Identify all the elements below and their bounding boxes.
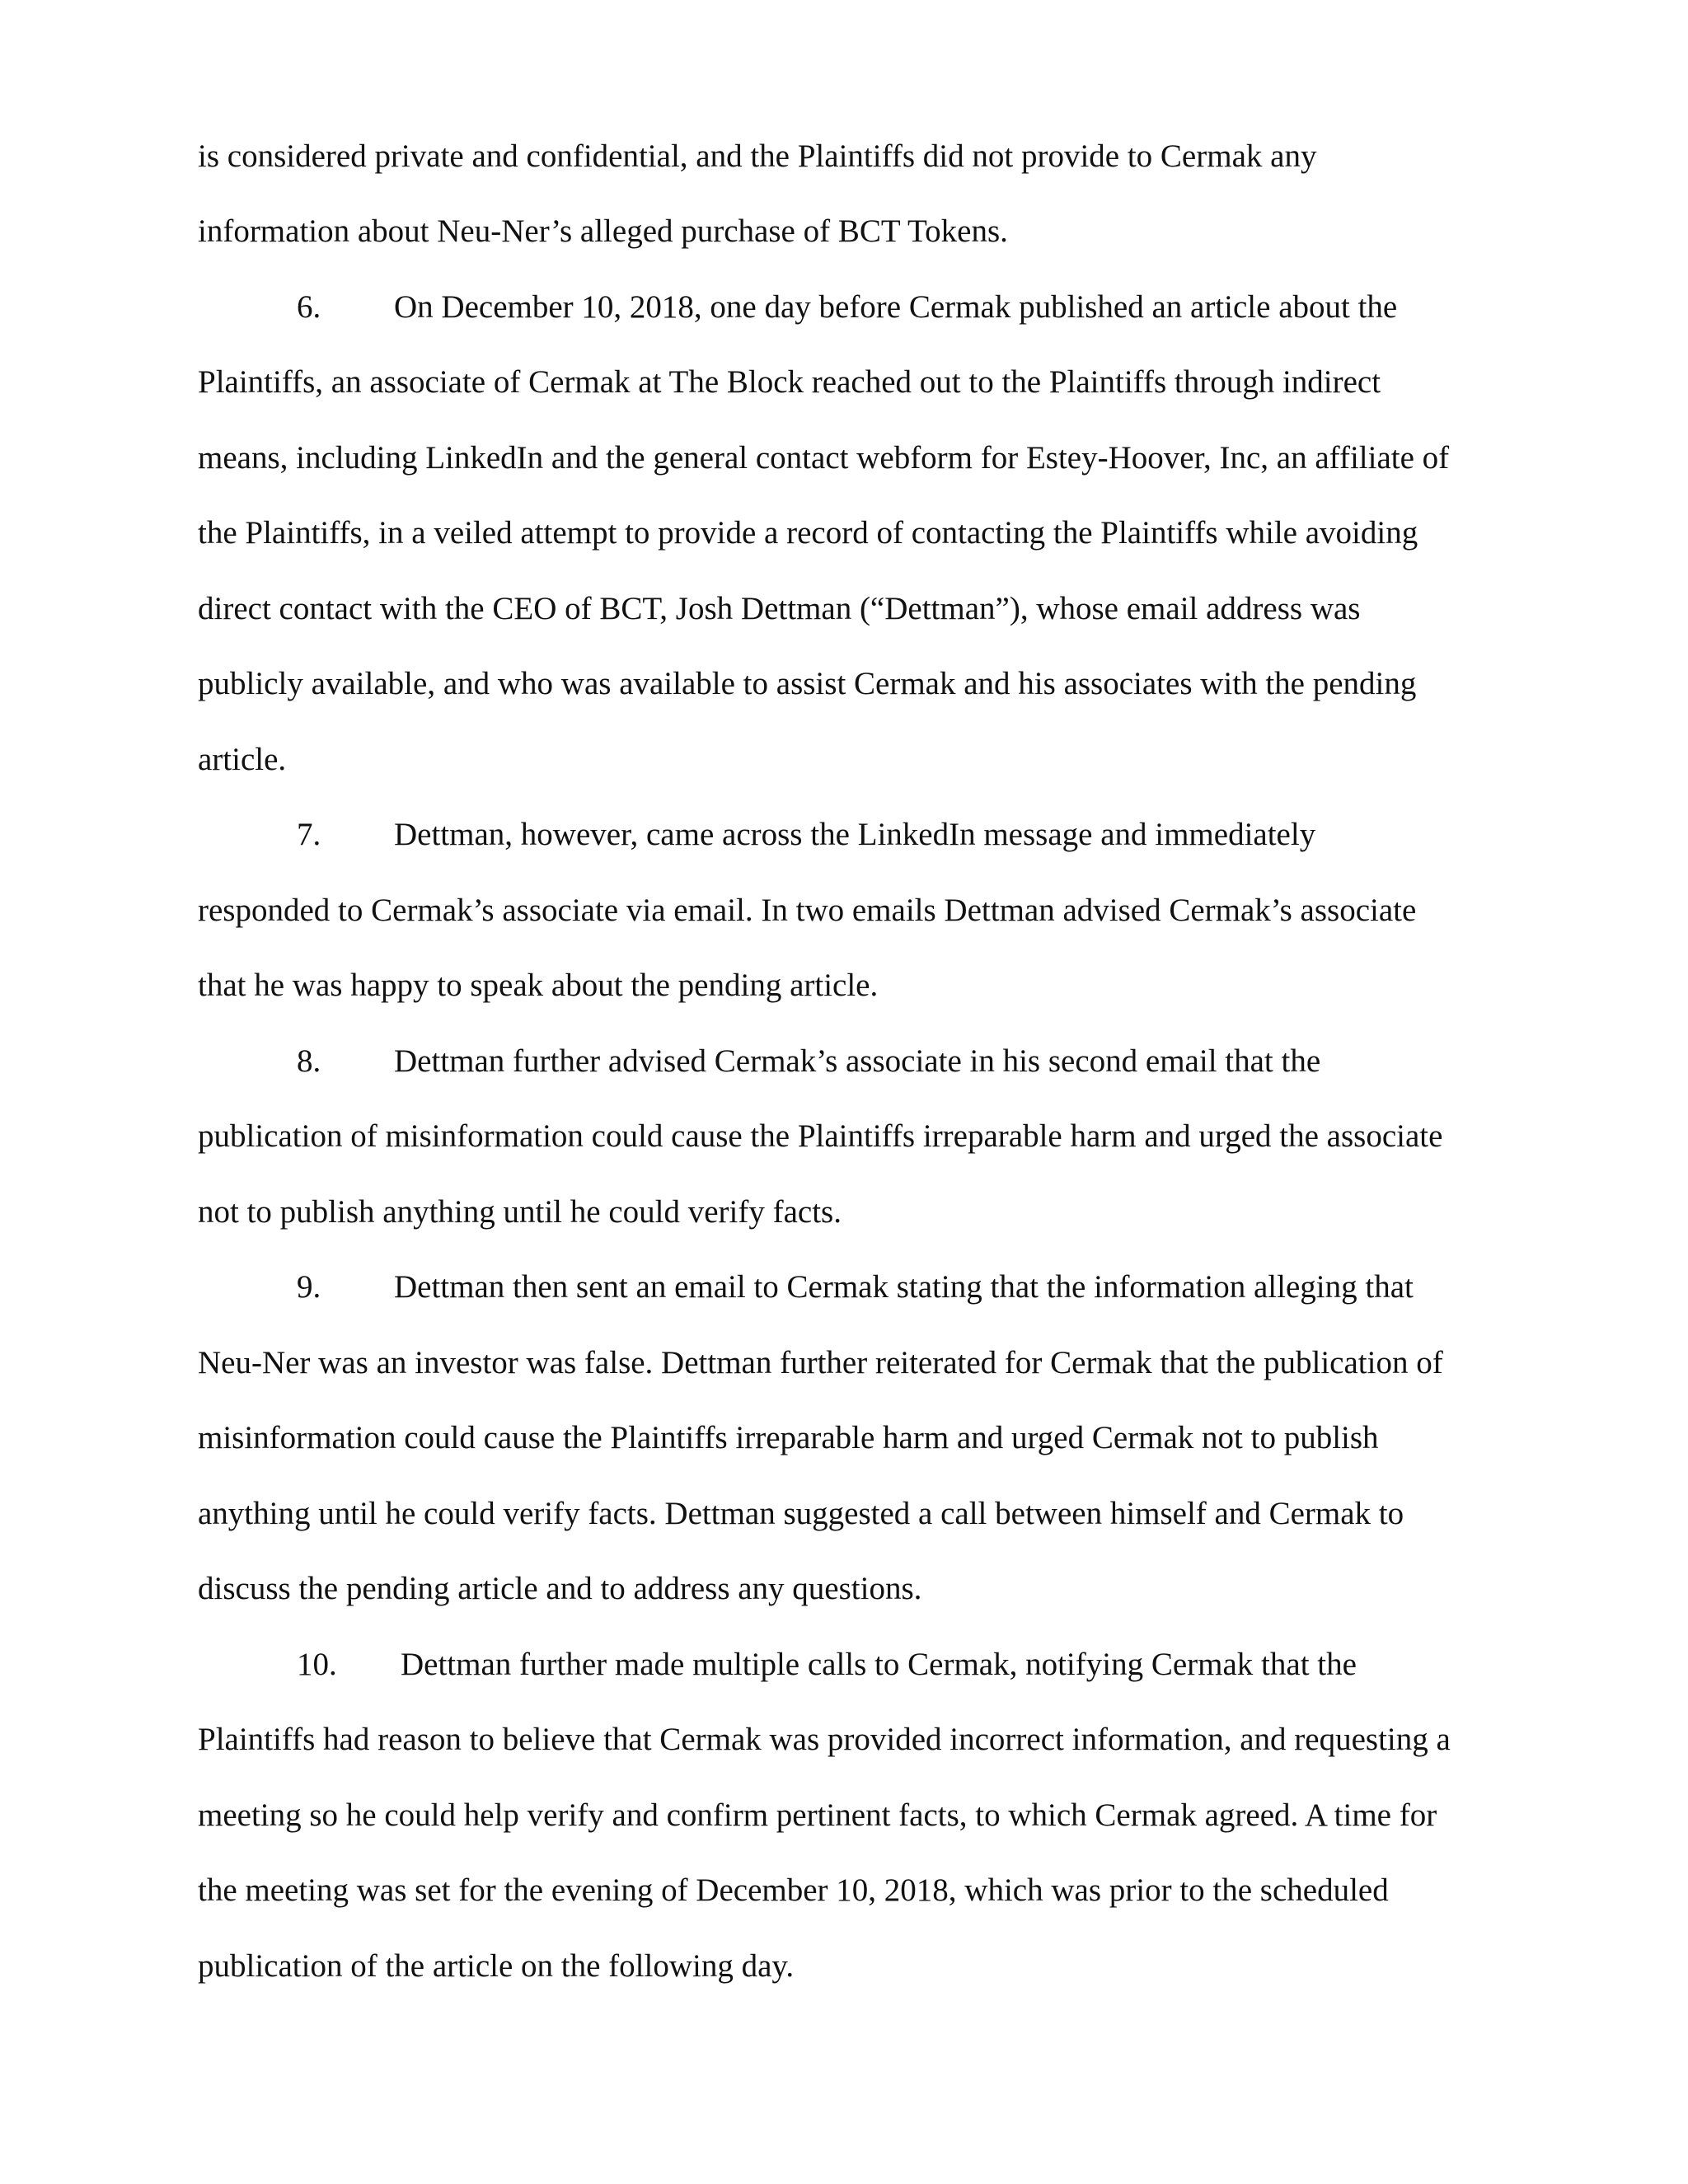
paragraph-6-line-4: the Plaintiffs, in a veiled attempt to provide a record of contacting the Plaintiffs while avoiding	[198, 515, 1418, 551]
paragraph-10-line-2: Plaintiffs had reason to believe that Cermak was provided incorrect information, and requesting a	[198, 1722, 1451, 1757]
paragraph-6-line-5: direct contact with the CEO of BCT, Josh Dettman (“Dettman”), whose email address was	[198, 591, 1361, 626]
paragraph-10-line-3: meeting so he could help verify and confirm pertinent facts, to which Cermak agreed. A time for	[198, 1797, 1437, 1833]
paragraph-6-line-2: Plaintiffs, an associate of Cermak at The Block reached out to the Plaintiffs through indirect	[198, 364, 1381, 400]
paragraph-7-line-2: responded to Cermak’s associate via email. In two emails Dettman advised Cermak’s associate	[198, 893, 1417, 928]
paragraph-6-line-3: means, including LinkedIn and the general contact webform for Estey-Hoover, Inc, an affiliate of	[198, 440, 1450, 476]
paragraph-7-number: 7.	[297, 817, 321, 852]
paragraph-6-line-7: article.	[198, 742, 287, 777]
paragraph-10-number: 10.	[297, 1647, 337, 1682]
continuation-line-1: is considered private and confidential, and the Plaintiffs did not provide to Cermak any	[198, 138, 1317, 174]
paragraph-9-line-5: discuss the pending article and to address any questions.	[198, 1571, 922, 1606]
paragraph-8-line-2: publication of misinformation could cause the Plaintiffs irreparable harm and urged the associate	[198, 1118, 1443, 1154]
paragraph-8-line-3: not to publish anything until he could verify facts.	[198, 1194, 842, 1230]
paragraph-9-line-3: misinformation could cause the Plaintiffs irreparable harm and urged Cermak not to publish	[198, 1420, 1379, 1455]
paragraph-9-number: 9.	[297, 1269, 321, 1305]
paragraph-10-line-4: the meeting was set for the evening of December 10, 2018, which was prior to the scheduled	[198, 1872, 1389, 1908]
paragraph-9-first-line: Dettman then sent an email to Cermak stating that the information alleging that	[394, 1269, 1414, 1305]
paragraph-8-first-line: Dettman further advised Cermak’s associate in his second email that the	[394, 1043, 1321, 1079]
paragraph-6-line-6: publicly available, and who was available to assist Cermak and his associates with the pending	[198, 666, 1417, 701]
paragraph-7-first-line: Dettman, however, came across the LinkedIn message and immediately	[394, 817, 1316, 852]
paragraph-6-first-line: On December 10, 2018, one day before Cermak published an article about the	[394, 289, 1398, 325]
paragraph-6-number: 6.	[297, 289, 321, 325]
paragraph-8-number: 8.	[297, 1043, 321, 1079]
continuation-line-2: information about Neu-Ner’s alleged purchase of BCT Tokens.	[198, 213, 1008, 249]
paragraph-9-line-4: anything until he could verify facts. Dettman suggested a call between himself and Cermak to	[198, 1496, 1404, 1531]
paragraph-10-first-line: Dettman further made multiple calls to Cermak, notifying Cermak that the	[401, 1647, 1357, 1682]
paragraph-10-line-5: publication of the article on the following day.	[198, 1948, 795, 1984]
paragraph-9-line-2: Neu-Ner was an investor was false. Dettman further reiterated for Cermak that the publication of	[198, 1345, 1443, 1380]
paragraph-7-line-3: that he was happy to speak about the pending article.	[198, 968, 879, 1003]
